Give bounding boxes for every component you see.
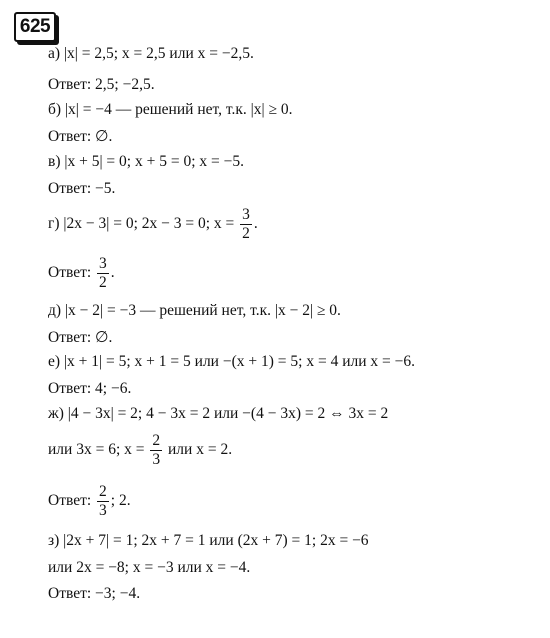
solution-z-line-1: з) |2x + 7| = 1; 2x + 7 = 1 или (2x + 7) = 1; 2x = −6 bbox=[48, 532, 369, 549]
answer-e: Ответ: 4; −6. bbox=[48, 380, 132, 397]
fraction: $\frac{3}{2}$ bbox=[99, 255, 107, 291]
answer-v: Ответ: −5. bbox=[48, 180, 116, 197]
answer-z: Ответ: −3; −4. bbox=[48, 585, 141, 602]
answer-zh: Ответ: $\frac{2}{3}$ ; 2. bbox=[48, 483, 131, 519]
solution-z-line-2: или 2x = −8; x = −3 или x = −4. bbox=[48, 559, 251, 576]
answer-g: Ответ: $\frac{3}{2}$ . bbox=[48, 255, 115, 291]
solution-zh-line-1: ж) |4 − 3x| = 2; 4 − 3x = 2 или −(4 − 3x) = 2 ⇔ 3x = 2 bbox=[48, 405, 389, 422]
problem-number: 625 bbox=[19, 16, 51, 37]
solution-a-line: а) |x| = 2,5; x = 2,5 или x = −2,5. bbox=[48, 45, 254, 62]
solution-g-line: г) |2x − 3| = 0; 2x − 3 = 0; x = $\frac{3}{2}$ . bbox=[48, 206, 258, 242]
answer-b: Ответ: ∅. bbox=[48, 128, 113, 145]
fraction: $\frac{2}{3}$ bbox=[99, 483, 107, 519]
problem-number-badge bbox=[14, 12, 56, 42]
answer-d: Ответ: ∅. bbox=[48, 329, 113, 346]
solution-b-line: б) |x| = −4 — решений нет, т.к. |x| ≥ 0. bbox=[48, 101, 293, 118]
fraction: $\frac{2}{3}$ bbox=[152, 432, 161, 468]
fraction: $\frac{3}{2}$ bbox=[242, 206, 250, 242]
solution-e-line: е) |x + 1| = 5; x + 1 = 5 или −(x + 1) = 5; x = 4 или x = −6. bbox=[48, 353, 415, 370]
solution-v-line: в) |x + 5| = 0; x + 5 = 0; x = −5. bbox=[48, 153, 244, 170]
solution-zh-line-2: или 3x = 6; x = $\frac{2}{3}$ или x = 2. bbox=[48, 432, 233, 468]
solution-d-line: д) |x − 2| = −3 — решений нет, т.к. |x − 2| ≥ 0. bbox=[48, 302, 341, 319]
answer-a: Ответ: 2,5; −2,5. bbox=[48, 76, 155, 93]
